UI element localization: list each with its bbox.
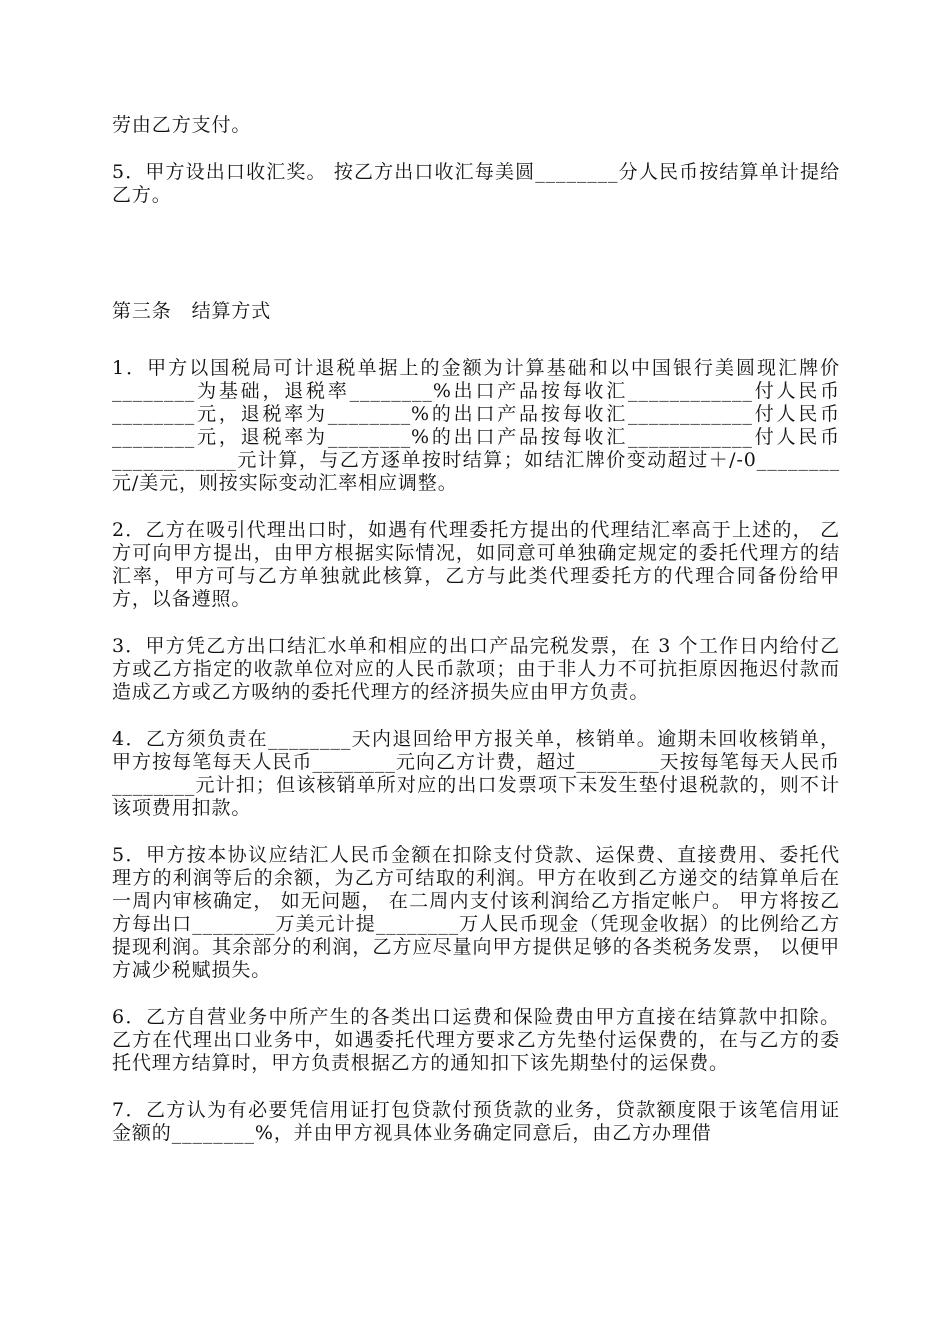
article-3-item-7: 7．乙方认为有必要凭信用证打包贷款付预货款的业务，贷款额度限于该笔信用证金额的________%，并由甲方视具体业务确定同意后，由乙方办理借 xyxy=(112,1099,840,1144)
clause-item-5: 5．甲方设出口收汇奖。 按乙方出口收汇每美圆________分人民币按结算单计提给乙方。 xyxy=(112,161,840,206)
article-3-item-1: 1．甲方以国税局可计退税单据上的金额为计算基础和以中国银行美圆现汇牌价________为基础，退税率________%出口产品按每收汇____________付人民币________元，退税率为________%的出口产品按每收汇____________付人民币________元，退税率为________%的出口产品按每收汇____________付人民币____________元计算，与乙方逐单按时结算；如结汇牌价变动超过＋/-0________元/美元，则按实际变动汇率相应调整。 xyxy=(112,357,840,494)
article-3-heading: 第三条 结算方式 xyxy=(112,300,272,322)
article-3-item-6: 6．乙方自营业务中所产生的各类出口运费和保险费由甲方直接在结算款中扣除。乙方在代理出口业务中，如遇委托代理方要求乙方先垫付运保费的，在与乙方的委托代理方结算时，甲方负责根据乙方的通知扣下该先期垫付的运保费。 xyxy=(112,1006,840,1074)
continuation-text: 劳由乙方支付。 xyxy=(112,114,252,136)
article-3-item-2: 2．乙方在吸引代理出口时，如遇有代理委托方提出的代理结汇率高于上述的， 乙方可向甲方提出，由甲方根据实际情况，如同意可单独确定规定的委托代理方的结汇率，甲方可与乙方单独就此核算，乙方与此类代理委托方的代理合同备份给甲方，以备遵照。 xyxy=(112,519,840,610)
article-3-item-3: 3．甲方凭乙方出口结汇水单和相应的出口产品完税发票，在 3 个工作日内给付乙方或乙方指定的收款单位对应的人民币款项；由于非人力不可抗拒原因拖迟付款而造成乙方或乙方吸纳的委托代理方的经济损失应由甲方负责。 xyxy=(112,635,840,703)
article-3-item-4: 4．乙方须负责在________天内退回给甲方报关单，核销单。逾期未回收核销单，甲方按每笔每天人民币________元向乙方计费，超过________天按每笔每天人民币________元计扣；但该核销单所对应的出口发票项下未发生垫付退税款的，则不计该项费用扣款。 xyxy=(112,728,840,819)
article-3-item-5: 5．甲方按本协议应结汇人民币金额在扣除支付贷款、运保费、直接费用、委托代理方的利润等后的余额，为乙方可结取的利润。甲方在收到乙方递交的结算单后在一周内审核确定， 如无问题， 在二周内支付该利润给乙方指定帐户。 甲方将按乙方每出口________万美元计提________万人民币现金（凭现金收据）的比例给乙方提现利润。其余部分的利润，乙方应尽量向甲方提供足够的各类税务发票， 以便甲方减少税赋损失。 xyxy=(112,844,840,981)
